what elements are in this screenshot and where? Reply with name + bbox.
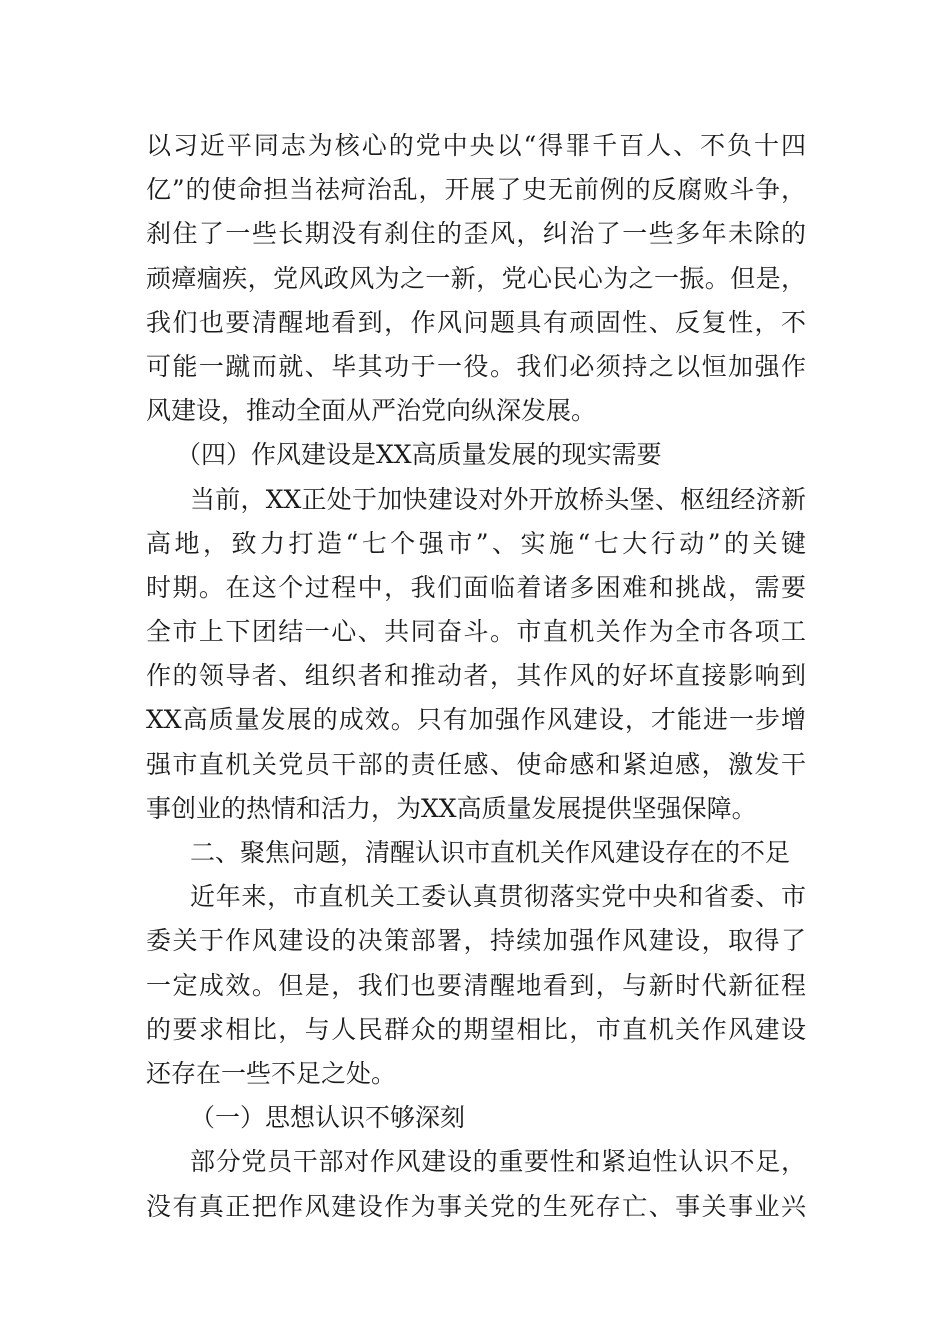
document-body (146, 124, 806, 1229)
paragraph-line: 的要求相比，与人民群众的期望相比，市直机关作风建设 (146, 1014, 806, 1044)
paragraph-line: 我们也要清醒地看到，作风问题具有顽固性、反复性，不 (146, 307, 806, 337)
paragraph-line: 全市上下团结一心、共同奋斗。市直机关作为全市各项工 (146, 617, 806, 647)
paragraph-line: 近年来，市直机关工委认真贯彻落实党中央和省委、市 (190, 882, 806, 912)
paragraph-line: 当前，XX正处于加快建设对外开放桥头堡、枢纽经济新 (190, 484, 806, 514)
paragraph-line: 风建设，推动全面从严治党向纵深发展。 (146, 396, 597, 426)
paragraph-line: 作的领导者、组织者和推动者，其作风的好坏直接影响到 (146, 661, 806, 691)
paragraph-line: 部分党员干部对作风建设的重要性和紧迫性认识不足， (190, 1147, 806, 1177)
paragraph-line: 强市直机关党员干部的责任感、使命感和紧迫感，激发干 (146, 749, 806, 779)
paragraph-line: 委关于作风建设的决策部署，持续加强作风建设，取得了 (146, 926, 806, 956)
paragraph-line: 一定成效。但是，我们也要清醒地看到，与新时代新征程 (146, 970, 806, 1000)
section-heading: 二、聚焦问题，清醒认识市直机关作风建设存在的不足 (190, 838, 791, 867)
section-heading: （一）思想认识不够深刻 (190, 1103, 466, 1133)
paragraph-line: 还存在一些不足之处。 (146, 1058, 397, 1088)
paragraph-line: 以习近平同志为核心的党中央以“得罪千百人、不负十四 (146, 131, 806, 160)
paragraph-line: 没有真正把作风建设作为事关党的生死存亡、事关事业兴 (146, 1191, 806, 1221)
paragraph-line: 时期。在这个过程中，我们面临着诸多困难和挑战，需要 (146, 572, 806, 602)
paragraph-line: 事创业的热情和活力，为XX高质量发展提供坚强保障。 (146, 793, 757, 823)
paragraph-line: 刹住了一些长期没有刹住的歪风，纠治了一些多年未除的 (146, 219, 806, 249)
paragraph-line: XX高质量发展的成效。只有加强作风建设，才能进一步增 (146, 705, 806, 735)
paragraph-line: 顽瘴痼疾，党风政风为之一新，党心民心为之一振。但是， (146, 263, 806, 293)
section-heading: （四）作风建设是XX高质量发展的现实需要 (176, 440, 662, 470)
paragraph-line: 高地，致力打造“七个强市”、实施“七大行动”的关键 (146, 528, 806, 558)
paragraph-line: 可能一蹴而就、毕其功于一役。我们必须持之以恒加强作 (146, 351, 806, 381)
paragraph-line: 亿”的使命担当祛疴治乱，开展了史无前例的反腐败斗争， (146, 175, 806, 205)
